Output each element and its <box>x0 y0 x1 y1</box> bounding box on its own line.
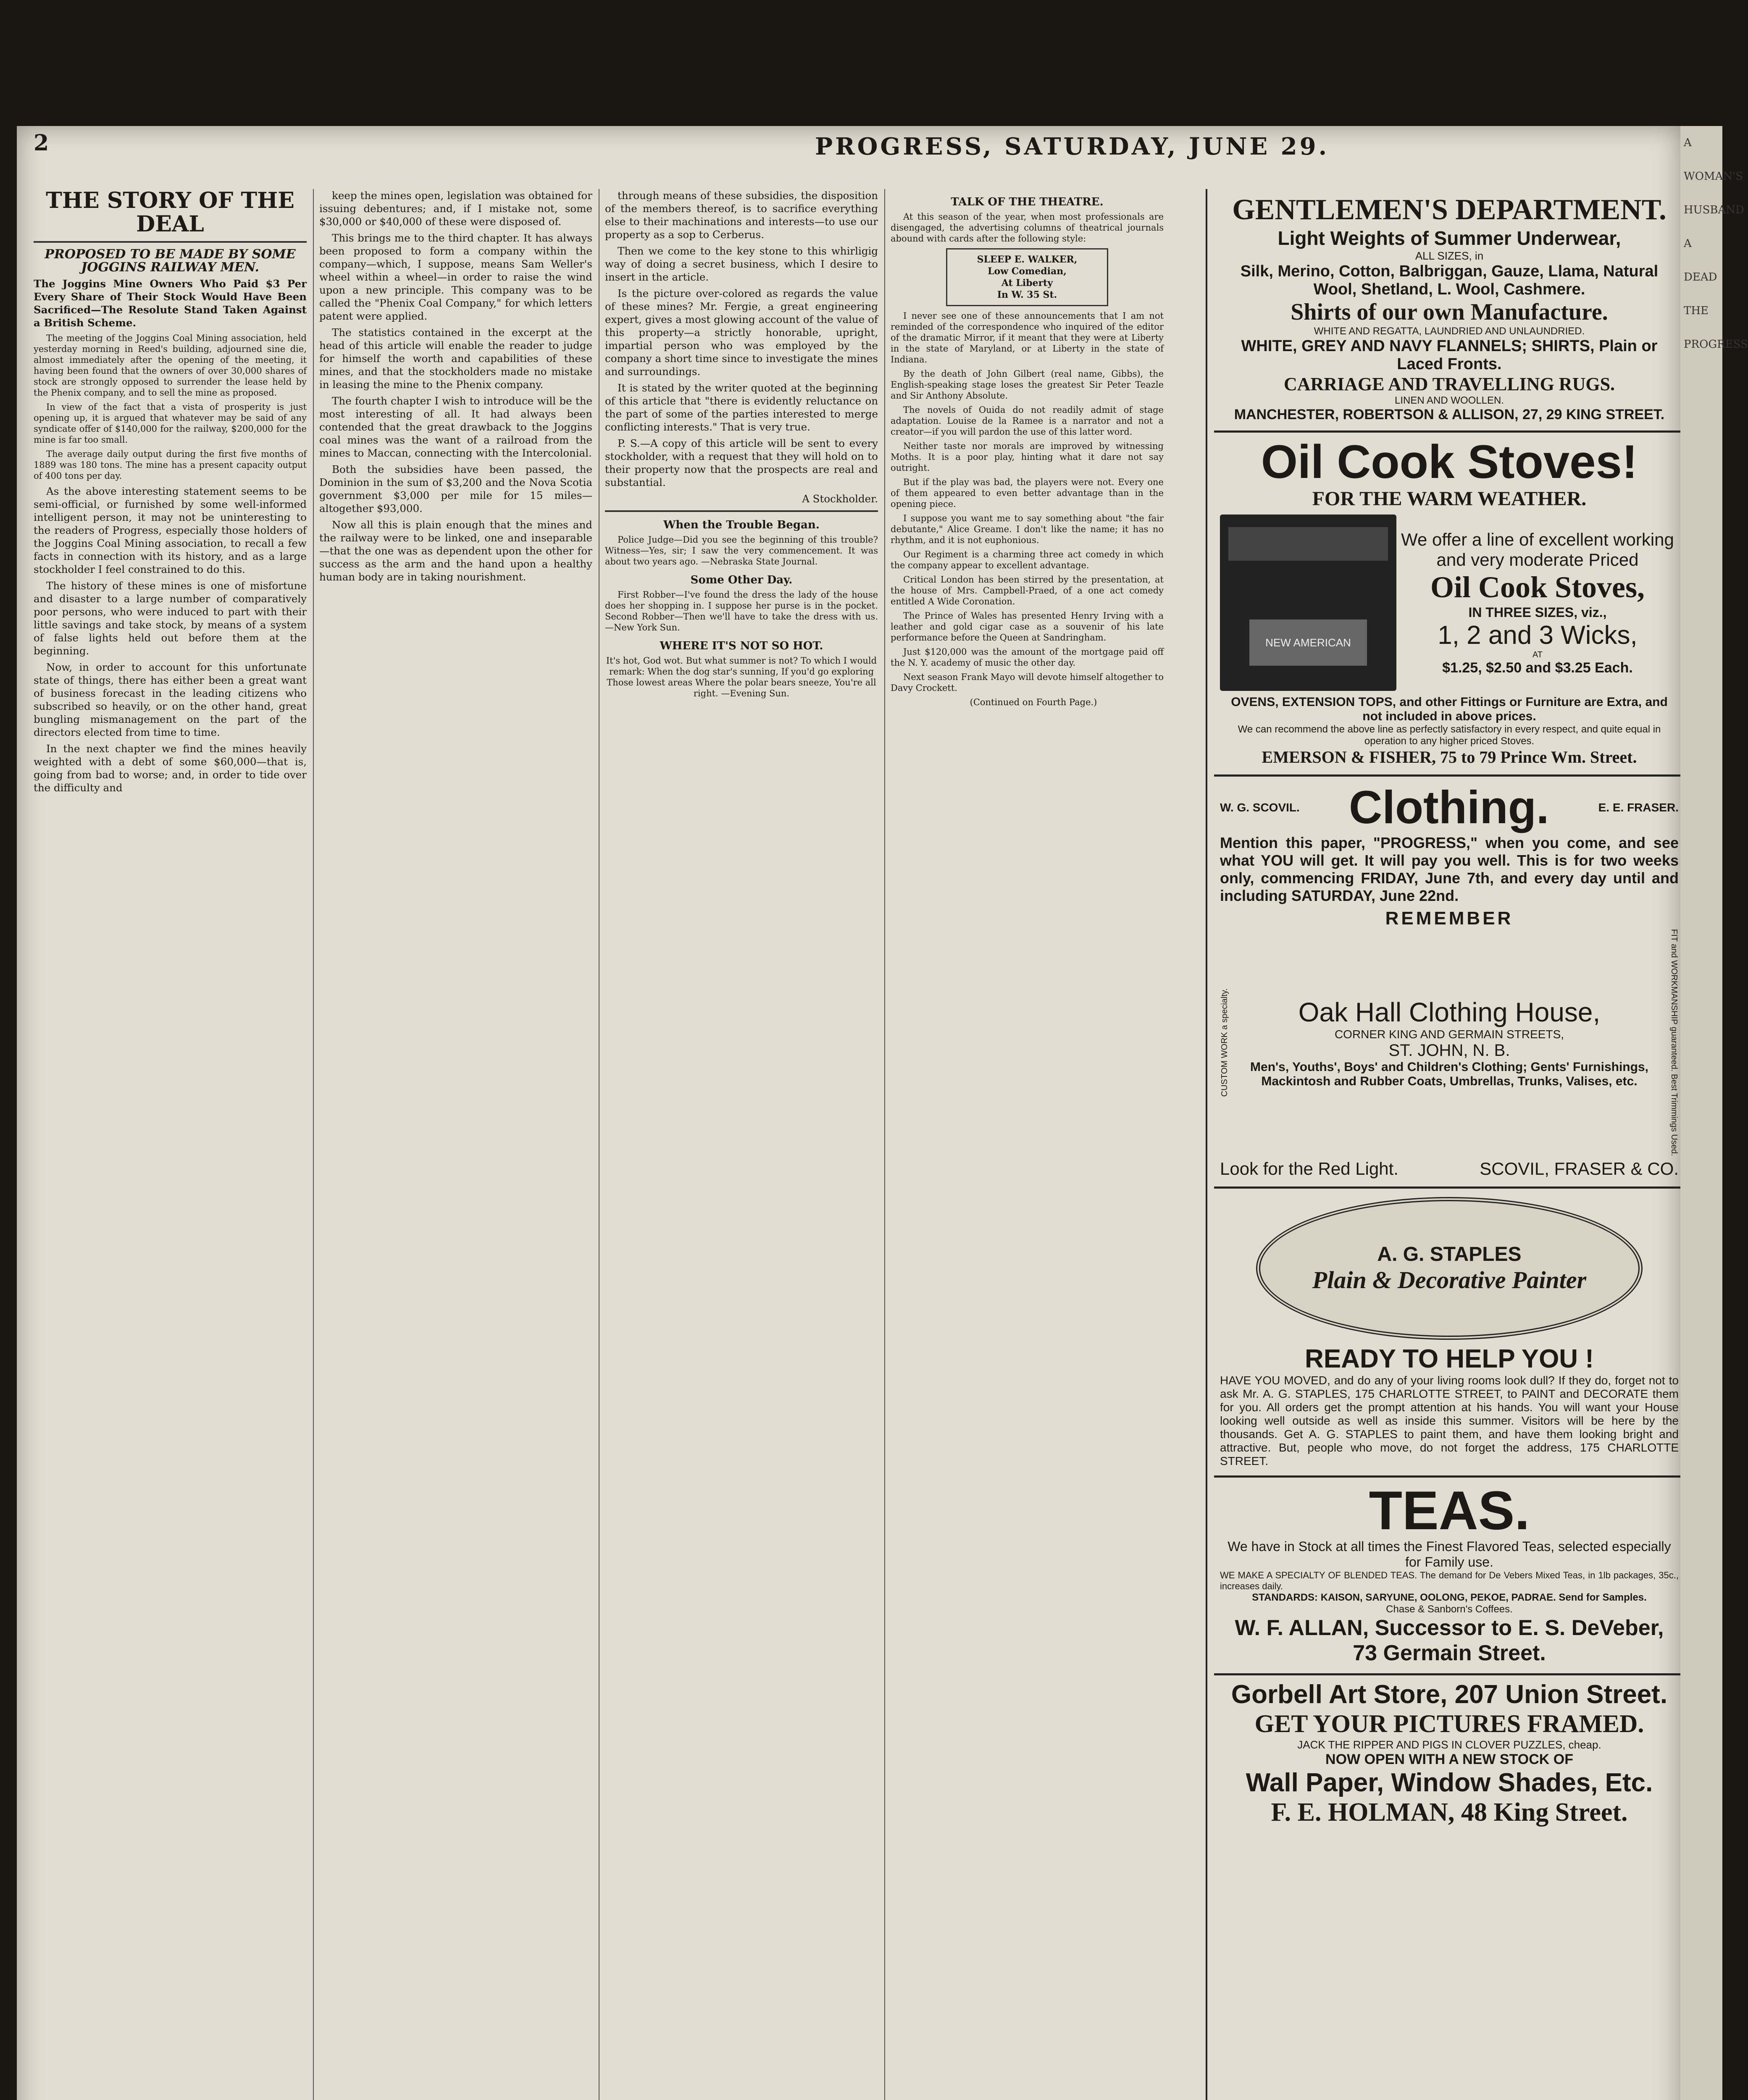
section-heading: When the Trouble Began. <box>663 519 820 531</box>
paragraph: But if the play was bad, the players were not. Every one of them appeared to even better advantage than in the opening piece. <box>891 477 1164 509</box>
paragraph: Our Regiment is a charming three act comedy in which the company appear to excellent advantage. <box>891 549 1164 570</box>
paragraph: keep the mines open, legislation was obtained for issuing debentures; and, if I mistake not, some $30,000 or $40,000 of these were disposed of. <box>319 189 592 228</box>
paragraph: Critical London has been stirred by the presentation, at the house of Mrs. Campbell-Praed, of a one act comedy entitled A Wide Coronation. <box>891 575 1164 606</box>
poem: It's hot, God wot. But what summer is not? To which I would remark: When the dog star's sunning, If you'd go exploring Those lowest areas Where the polar bears sneeze, You're all right. —Evening Sun. <box>606 656 877 698</box>
paragraph: At this season of the year, when most professionals are disengaged, the advertising columns of theatrical journals abound with cards after the following style: <box>891 212 1164 244</box>
teas-ad: TEAS. We have in Stock at all times the Finest Flavored Teas, selected especially for Family use. WE MAKE A SPECIALTY OF BLENDED TEAS. The demand for De Vebers Mixed Teas, in 1lb packages, 35c., increases daily. STANDARDS: KAISON, SARYUNE, OOLONG, PEKOE, PADRAE. Send for Samples. Chase & Sanborn's Coffees. W. F. ALLAN, Successor to E. S. DeVeber, 73 Germain Street. <box>1214 1478 1685 1675</box>
paragraph: Just $120,000 was the amount of the mortgage paid off the N. Y. academy of music the other day. <box>891 647 1164 668</box>
paragraph: Police Judge—Did you see the beginning of this trouble? Witness—Yes, sir; I saw the very commencement. It was about two years ago. —Nebraska State Journal. <box>605 535 878 567</box>
adjacent-page-edge: A WOMAN'S HUSBAND A DEAD THE PROGRESS <box>1680 126 1722 2100</box>
signature: A Stockholder. <box>802 493 878 505</box>
paragraph: The meeting of the Joggins Coal Mining association, held yesterday morning in Reed's building, adjourned sine die, almost immediately after the opening of the meeting, it having been found that the owners of over 30,000 shares of stock are strongly opposed to surrender the lease held by the Phenix company, and to sell the mine as proposed. <box>34 333 307 398</box>
gorbell-art-store-ad: Gorbell Art Store, 207 Union Street. GET YOUR PICTURES FRAMED. JACK THE RIPPER AND PIGS IN CLOVER PUZZLES, cheap. NOW OPEN WITH A NEW STOCK OF Wall Paper, Window Shades, Etc. F. E. HOLMAN, 48 King Street. <box>1231 1680 1668 1827</box>
advertisements <box>1214 189 1685 1835</box>
paragraph: through means of these subsidies, the disposition of the members thereof, is to sacrifice everything else to their machinations and interests—to use our property as a sop to Cerberus. <box>605 189 878 241</box>
column-3 <box>605 189 878 2100</box>
paragraph: Both the subsidies have been passed, the Dominion in the sum of $3,200 and the Nova Scotia government $3,000 per mile for 15 miles—altogether $93,000. <box>319 463 592 514</box>
column-divider <box>884 189 885 2100</box>
paragraph: This brings me to the third chapter. It has always been proposed to form a company within the company—which, I suppose, means Sam Weller's wheel within a wheel—in order to raise the wind upon a new principle. This company was to be called the "Phenix Coal Company," for which letters patent were applied. <box>319 232 592 322</box>
theatre-card: SLEEP E. WALKER, Low Comedian, At Liberty In W. 35 St. <box>946 248 1108 306</box>
paragraph: Neither taste nor morals are improved by witnessing Moths. It is a poor play, hinting what it dare not say outright. <box>891 441 1164 473</box>
paragraph: In view of the fact that a vista of prosperity is just opening up, it is argued that whatever may be said of any syndicate offer of $140,000 for the railway, $200,000 for the mine is far too small. <box>34 402 307 445</box>
paragraph: I never see one of these announcements that I am not reminded of the correspondence who inquired of the editor of the dramatic Mirror, if it meant that they were at Liberty in the state of Maryland, or at Liberty in the state of Indiana. <box>891 311 1164 365</box>
paragraph: The statistics contained in the excerpt at the head of this article will enable the reader to judge for himself the worth and capabilities of these mines, and that the stockholders made no mistake in leasing the mine to the Phenix company. <box>319 326 592 391</box>
staples-emblem: A. G. STAPLES Plain & Decorative Painter <box>1256 1197 1643 1340</box>
paragraph: Then we come to the key stone to this whirligig way of doing a secret business, which I desire to insert in the article. <box>605 245 878 283</box>
article-subtitle: PROPOSED TO BE MADE BY SOME JOGGINS RAILWAY MEN. <box>45 247 296 275</box>
divider <box>34 241 307 243</box>
paragraph: The history of these mines is one of misfortune and disaster to a large number of comparatively poor persons, who were induced to part with their little savings and take stock, by means of a system of false lights held out before them at the beginning. <box>34 580 307 657</box>
clothing-ad: W. G. SCOVIL. Clothing. E. E. FRASER. Mention this paper, "PROGRESS," when you come, and see what YOU will get. It will pay you well. This is for two weeks only, commencing FRIDAY, June 7th, and every day until and including SATURDAY, June 22nd. REMEMBER CUSTOM WORK a specialty. Oak Hall Clothing House, CORNER KING AND GERMAIN STREETS, ST. JOHN, N. B. Men's, Youths', Boys' and Children's Clothing; Gents' Furnishings, Mackintosh and Rubber Coats, Umbrellas, Trunks, Valises, etc. FIT and WORKMANSHIP guaranteed. Best Trimmings Used. Look for the Red Light. SCOVIL, FRASER & CO. <box>1214 777 1685 1189</box>
paragraph: Next season Frank Mayo will devote himself altogether to Davy Crockett. <box>891 672 1164 693</box>
staples-painter-ad: A. G. STAPLES Plain & Decorative Painter READY TO HELP YOU ! HAVE YOU MOVED, and do any of your living rooms look dull? If they do, forget not to ask Mr. A. G. STAPLES, 175 CHARLOTTE STREET, to PAINT and DECORATE them for you. All orders get the prompt attention at his hands. You will want your House looking well outside as well as inside this summer. Visitors will be here by the thousands. Get A. G. STAPLES to paint them, and have them looking bright and attractive. But, people who move, do not forget the address, 175 CHARLOTTE STREET. <box>1214 1189 1685 1478</box>
paragraph: The average daily output during the first five months of 1889 was 180 tons. The mine has a present capacity output of 400 tons per day. <box>34 449 307 481</box>
paragraph: The fourth chapter I wish to introduce will be the most interesting of all. It had always been contended that the great drawback to the Joggins coal mines was the want of a railroad from the mines to Maccan, connecting with the Intercolonial. <box>319 395 592 459</box>
paragraph: The Prince of Wales has presented Henry Irving with a leather and gold cigar case as a souvenir of his late performance before the Queen at Sandringham. <box>891 611 1164 643</box>
gentlemens-department-ad: GENTLEMEN'S DEPARTMENT. Light Weights of Summer Underwear, ALL SIZES, in Silk, Merino, Cotton, Balbriggan, Gauze, Llama, Natural Wool, Shetland, L. Wool, Cashmere. Shirts of our own Manufacture. WHITE AND REGATTA, LAUNDRIED AND UNLAUNDRIED. WHITE, GREY AND NAVY FLANNELS; SHIRTS, Plain or Laced Fronts. CARRIAGE AND TRAVELLING RUGS. LINEN AND WOOLLEN. MANCHESTER, ROBERTSON & ALLISON, 27, 29 KING STREET. <box>1214 189 1685 433</box>
newspaper-page <box>17 126 1680 2100</box>
page-number: 2 <box>34 130 49 156</box>
oil-cook-stoves-ad: Oil Cook Stoves! FOR THE WARM WEATHER. NEW AMERICAN We offer a line of excellent working and very moderate Priced Oil Cook Stoves, IN THREE SIZES, viz., 1, 2 and 3 Wicks, AT $1.25, $2.50 and $3.25 Each. OVENS, EXTENSION TOPS, and other Fittings or Furniture are Extra, and not included in above prices. We can recommend the above line as perfectly satisfactory in every respect, and quite equal in operation to any higher priced Stoves. EMERSON & FISHER, 75 to 79 Prince Wm. Street. <box>1214 433 1685 777</box>
column-divider <box>313 189 314 2100</box>
article-title: THE STORY OF THE DEAL <box>46 188 294 237</box>
masthead: PROGRESS, SATURDAY, JUNE 29. <box>815 133 1330 160</box>
paragraph: In the next chapter we find the mines heavily weighted with a debt of some $60,000—that is, going from bad to worse; and, in order to tide over the difficulty and <box>34 743 307 794</box>
paragraph: It is stated by the writer quoted at the beginning of this article that "there is evidently reluctance on the part of some of the parties interested to merge conflicting interests." That is very true. <box>605 382 878 433</box>
paragraph: Now, in order to account for this unfortunate state of things, there has either been a great want of business forecast in the leading citizens who subscribed so heavily, or on the other hand, great bungling mismanagement on the part of the directors elected from time to time. <box>34 661 307 738</box>
paragraph: P. S.—A copy of this article will be sent to every stockholder, with a request that they will hold on to their property now that the prospects are real and substantial. <box>605 437 878 488</box>
paragraph: The novels of Ouida do not readily admit of stage adaptation. Louise de la Ramee is a narrator and not a creator—if you will pardon the use of this latter word. <box>891 405 1164 437</box>
article-deck: The Joggins Mine Owners Who Paid $3 Per Every Share of Their Stock Would Have Been Sacrificed—The Resolute Stand Taken Against a British Scheme. <box>34 278 307 329</box>
divider <box>605 510 878 512</box>
column-1 <box>34 189 307 2100</box>
paragraph: By the death of John Gilbert (real name, Gibbs), the English-speaking stage loses the greatest Sir Peter Teazle and Sir Anthony Absolute. <box>891 369 1164 401</box>
column-2 <box>319 189 592 2100</box>
paragraph: I suppose you want me to say something about "the fair debutante," Alice Greame. I don't like the name; it has no rhythm, and it is not euphonious. <box>891 513 1164 545</box>
paragraph: First Robber—I've found the dress the lady of the house does her shopping in. I suppose her purse is in the pocket. Second Robber—Then we'll have to take the dress with us. —New York Sun. <box>605 590 878 633</box>
paragraph: Is the picture over-colored as regards the value of these mines? Mr. Fergie, a great engineering expert, gives a most glowing account of the value of this property—a strictly honorable, upright, impartial person who was employed by the company a short time since to investigate the mines and surroundings. <box>605 287 878 378</box>
column-4 <box>891 189 1164 2100</box>
continued-note: (Continued on Fourth Page.) <box>970 697 1097 707</box>
paragraph: As the above interesting statement seems to be semi-official, or furnished by some well-informed intelligent person, it may not be uninteresting to the readers of Progress, especially those holders of the Joggins Coal Mining association, to recall a few facts in connection with its history, and as a large stockholder I feel constrained to do this. <box>34 485 307 575</box>
column-divider <box>1206 189 1207 2100</box>
section-heading: TALK OF THE THEATRE. <box>951 196 1104 208</box>
stove-illustration: NEW AMERICAN <box>1220 514 1396 691</box>
section-heading: WHERE IT'S NOT SO HOT. <box>660 640 823 652</box>
paragraph: Now all this is plain enough that the mines and the railway were to be linked, one and inseparable—that the one was as dependent upon the other for success as the arm and the hand upon a healthy human body are in taking nourishment. <box>319 519 592 583</box>
section-heading: Some Other Day. <box>690 574 793 586</box>
